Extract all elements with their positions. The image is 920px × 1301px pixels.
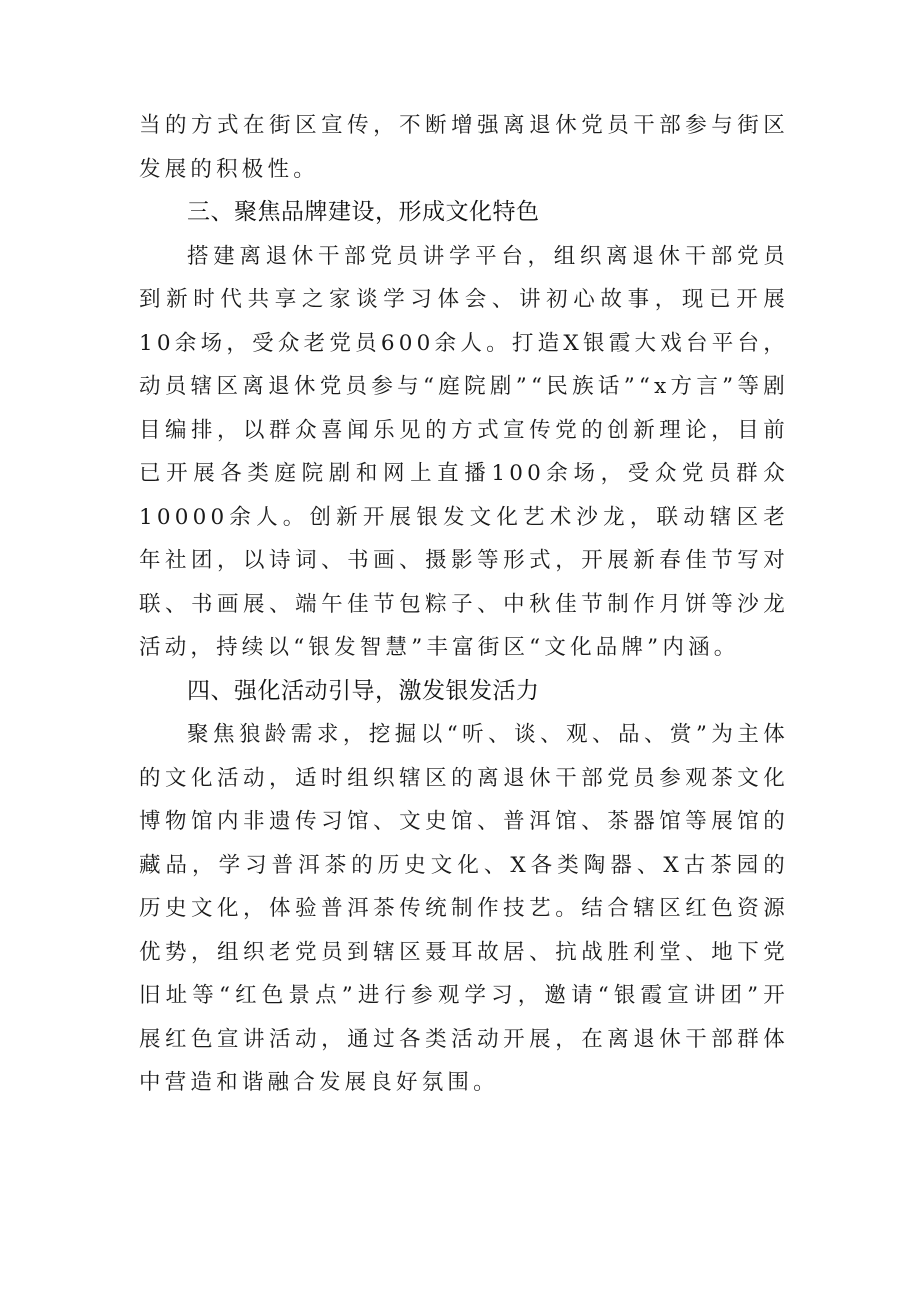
continued-paragraph: 当的方式在街区宣传，不断增强离退休党员干部参与街区发展的积极性。: [139, 113, 789, 182]
section-3-paragraph: 搭建离退休干部党员讲学平台，组织离退休干部党员到新时代共享之家谈学习体会、讲初心故事，现已开展10余场，受众老党员600余人。打造X银霞大戏台平台，动员辖区离退休党员参与“庭院剧”“民族话”“x方言”等剧目编排，以群众喜闻乐见的方式宣传党的创新理论，目前已开展各类庭院剧和网上直播100余场，受众党员群众10000余人。创新开展银发文化艺术沙龙，联动辖区老年社团，以诗词、书画、摄影等形式，开展新春佳节写对联、书画展、端午佳节包粽子、中秋佳节制作月饼等沙龙活动，持续以“银发智慧”丰富街区“文化品牌”内涵。: [139, 243, 789, 660]
section-3-heading: 三、聚焦品牌建设，形成文化特色: [187, 199, 540, 225]
document-body: [139, 104, 789, 1105]
section-4-paragraph: 聚焦狼龄需求，挖掘以“听、谈、观、品、赏”为主体的文化活动，适时组织辖区的离退休干部党员参观茶文化博物馆内非遗传习馆、文史馆、普洱馆、茶器馆等展馆的藏品，学习普洱茶的历史文化、X各类陶器、X古茶园的历史文化，体验普洱茶传统制作技艺。结合辖区红色资源优势，组织老党员到辖区聂耳故居、抗战胜利堂、地下党旧址等“红色景点”进行参观学习，邀请“银霞宣讲团”开展红色宣讲活动，通过各类活动开展，在离退休干部群体中营造和谐融合发展良好氛围。: [139, 722, 789, 1095]
section-4-heading: 四、强化活动引导，激发银发活力: [187, 677, 540, 704]
